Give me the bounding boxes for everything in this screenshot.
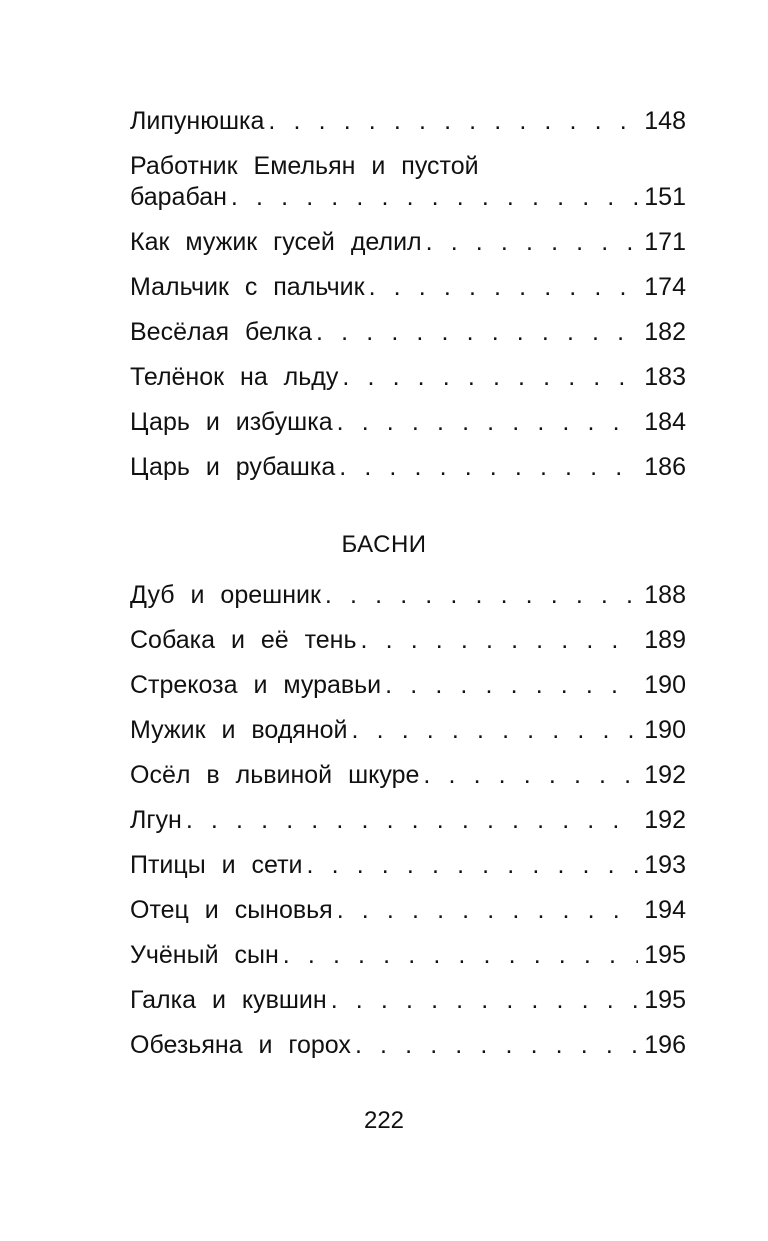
toc-entry[interactable] [130,272,686,303]
toc-entry-page: 184 [644,408,686,436]
toc-entry-title: барабан [130,183,227,211]
toc-entry[interactable] [130,580,686,611]
dot-leader [351,1030,638,1061]
toc-entry-page: 193 [644,851,686,879]
toc-entry-page: 148 [644,107,686,135]
toc-entry-title: Мужик и водяной [130,716,348,744]
toc-entry[interactable] [130,670,686,701]
toc-entry-page: 182 [644,318,686,346]
toc-entry[interactable] [130,940,686,971]
dot-leader [312,317,638,348]
toc-entry-page: 189 [644,626,686,654]
dot-leader [357,625,639,656]
toc-entry-title: Липунюшка [130,107,265,135]
dot-leader [303,850,639,881]
dot-leader [422,227,639,258]
toc-entry[interactable] [130,407,686,438]
toc-entry[interactable] [130,805,686,836]
toc-list-stories [130,106,686,497]
dot-leader [348,715,639,746]
toc-list-fables [130,580,686,1075]
dot-leader [279,940,639,971]
section-heading: БАСНИ [341,531,427,558]
toc-entry[interactable] [130,715,686,746]
toc-entry-title: Птицы и сети [130,851,303,879]
toc-entry[interactable] [130,452,686,483]
dot-leader [321,580,638,611]
toc-entry-page: 192 [644,806,686,834]
toc-entry-page: 183 [644,363,686,391]
toc-entry-page: 151 [644,183,686,211]
toc-entry-title: Обезьяна и горох [130,1031,351,1059]
toc-entry-page: 186 [644,453,686,481]
toc-entry-page: 195 [644,941,686,969]
dot-leader [333,895,639,926]
page-number: 222 [363,1107,405,1134]
toc-entry[interactable] [130,362,686,393]
toc-entry-page: 195 [644,986,686,1014]
toc-entry-title: Отец и сыновья [130,896,333,924]
toc-entry-title: Галка и кувшин [130,986,327,1014]
dot-leader [227,182,638,213]
toc-entry-page: 190 [644,671,686,699]
toc-entry-title: Собака и её тень [130,626,357,654]
dot-leader [333,407,639,438]
dot-leader [335,452,638,483]
toc-entry-title: Царь и рубашка [130,453,336,481]
toc-entry[interactable] [130,760,686,791]
toc-entry-title: Лгун [130,806,182,834]
toc-entry-title: Мальчик с пальчик [130,273,365,301]
toc-entry-page: 194 [644,896,686,924]
toc-entry[interactable] [130,106,686,137]
toc-entry[interactable] [130,850,686,881]
toc-entry-title: Весёлая белка [130,318,313,346]
toc-entry-title: Стрекоза и муравьи [130,671,382,699]
toc-entry-title: Как мужик гусей делил [130,228,422,256]
toc-entry-page: 192 [644,761,686,789]
dot-leader [381,670,638,701]
toc-entry[interactable] [130,985,686,1016]
toc-entry[interactable] [130,895,686,926]
toc-entry-page: 174 [644,273,686,301]
toc-entry[interactable] [130,1030,686,1061]
toc-entry[interactable] [130,317,686,348]
toc-entry-title: Осёл в львиной шкуре [130,761,420,789]
dot-leader [264,106,638,137]
toc-entry-page: 188 [644,581,686,609]
toc-entry[interactable] [130,227,686,258]
toc-entry-title: Телёнок на льду [130,363,339,391]
toc-entry-title: Дуб и орешник [130,581,321,609]
toc-entry[interactable] [130,151,686,213]
toc-entry-title: Учёный сын [130,941,279,969]
dot-leader [419,760,638,791]
dot-leader [182,805,638,836]
toc-entry-title-line1: Работник Емельян и пустой [130,152,479,180]
dot-leader [365,272,639,303]
dot-leader [327,985,639,1016]
toc-entry-page: 196 [644,1031,686,1059]
toc-entry-title: Царь и избушка [130,408,333,436]
toc-entry-page: 190 [644,716,686,744]
toc-entry[interactable] [130,625,686,656]
dot-leader [338,362,638,393]
toc-entry-page: 171 [644,228,686,256]
